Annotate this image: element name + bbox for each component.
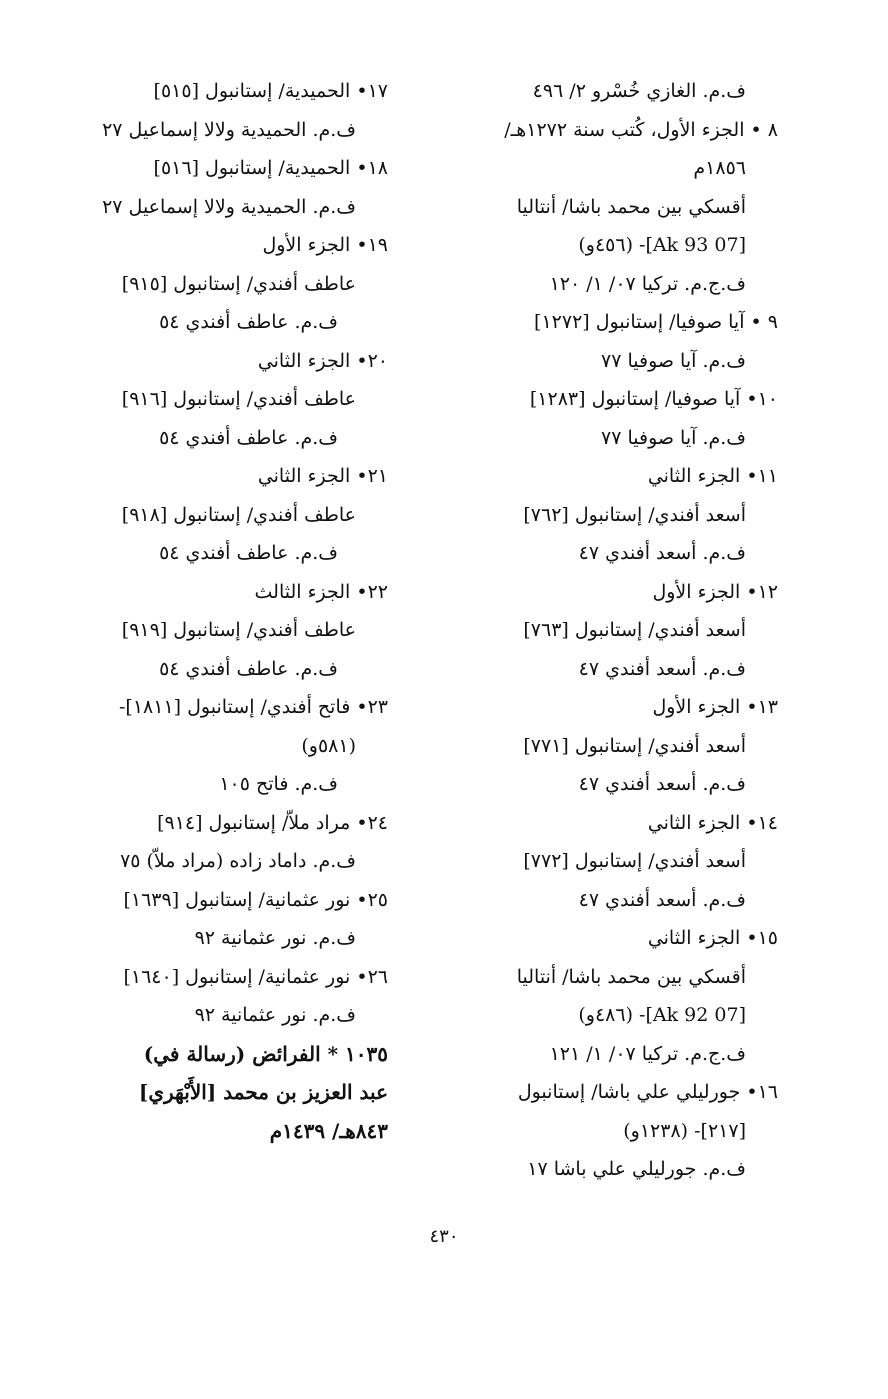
entry-line: أقسكي بين محمد باشا/ أنتاليا xyxy=(516,195,746,218)
entry-line: ١٢• الجزء الأول xyxy=(652,580,778,603)
entry-line: ف.م. أسعد أفندي ٤٧ xyxy=(578,888,746,911)
entry-line: ١١• الجزء الثاني xyxy=(647,465,778,487)
left-column xyxy=(53,72,388,1150)
entry-line: عاطف أفندي/ إستانبول [٩١٩] xyxy=(121,619,356,641)
entry-line: ف.م. أسعد أفندي ٤٧ xyxy=(578,657,746,680)
page-number: ٤٣٠ xyxy=(429,1226,459,1247)
entry-line: [07 Ak 93]- (٤٥٦و) xyxy=(578,234,746,256)
entry-line: ف.م. عاطف أفندي ٥٤ xyxy=(159,657,338,680)
entry-line: [07 Ak 92]- (٤٨٦و) xyxy=(578,1004,746,1026)
entry-line: ٢٥• نور عثمانية/ إستانبول [١٦٣٩] xyxy=(123,888,388,911)
entry-line: ١٨• الحميدية/ إستانبول [٥١٦] xyxy=(153,157,388,179)
entry-line: أسعد أفندي/ إستانبول [٧٧١] xyxy=(523,734,746,757)
entry-line: عاطف أفندي/ إستانبول [٩١٥] xyxy=(121,272,356,295)
entry-line: ١٠• آيا صوفيا/ إستانبول [١٢٨٣] xyxy=(529,388,778,410)
entry-line: ١٥• الجزء الثاني xyxy=(647,927,778,949)
entry-line: ف.م. جورليلي علي باشا ١٧ xyxy=(527,1158,746,1180)
entry-line: ١٩• الجزء الأول xyxy=(262,234,388,256)
entry-line: ٢١• الجزء الثاني xyxy=(257,465,388,487)
entry-line: ٢٢• الجزء الثالث xyxy=(254,580,388,603)
entry-line: ف.م. نور عثمانية ٩٢ xyxy=(194,1004,356,1026)
entry-line: أسعد أفندي/ إستانبول [٧٧٢] xyxy=(523,850,746,872)
entry-line: (٥٨١و) xyxy=(301,734,356,757)
entry-line: [٢١٧]- (١٢٣٨و) xyxy=(623,1119,746,1142)
entry-line: ف.م. الحميدية ولالا إسماعيل ٢٧ xyxy=(102,118,356,141)
entry-line: عاطف أفندي/ إستانبول [٩١٨] xyxy=(121,503,356,526)
entry-line: أقسكي بين محمد باشا/ أنتاليا xyxy=(516,965,746,988)
entry-line: ٢٤• مراد ملاّ/ إستانبول [٩١٤] xyxy=(157,811,388,834)
entry-line: ٩ • آيا صوفيا/ إستانبول [١٢٧٢] xyxy=(534,311,778,333)
entry-line: ٢٠• الجزء الثاني xyxy=(257,349,388,372)
entry-line: أسعد أفندي/ إستانبول [٧٦٢] xyxy=(523,503,746,526)
entry-line: ٢٣• فاتح أفندي/ إستانبول [١٨١١]- xyxy=(119,696,388,718)
entry-line: ٢٦• نور عثمانية/ إستانبول [١٦٤٠] xyxy=(123,965,388,988)
entry-line: ١٦• جورليلي علي باشا/ إستانبول xyxy=(517,1081,778,1103)
entry-line: ٨ • الجزء الأول، كُتب سنة ١٢٧٢هـ/ xyxy=(504,118,778,141)
entry-line: ١٤• الجزء الثاني xyxy=(647,811,778,834)
entry-line: ١٣• الجزء الأول xyxy=(652,696,778,718)
entry-line: ف.م. نور عثمانية ٩٢ xyxy=(194,927,356,949)
entry-heading-line: ١٠٣٥ * الفرائض (رسالة في) xyxy=(143,1041,388,1066)
entry-heading-line: عبد العزيز بن محمد [الأَبْهَري] xyxy=(138,1080,388,1104)
entry-line: ف.م. داماد زاده (مراد ملاّ) ٧٥ xyxy=(120,850,356,872)
entry-line: ف.م. أسعد أفندي ٤٧ xyxy=(578,542,746,564)
entry-heading-line: ٨٤٣هـ/ ١٤٣٩م xyxy=(269,1118,388,1143)
entry-line: عاطف أفندي/ إستانبول [٩١٦] xyxy=(121,388,356,410)
entry-line: ١٨٥٦م xyxy=(693,157,746,179)
entry-line: ف.م. عاطف أفندي ٥٤ xyxy=(159,311,338,333)
entry-line: ف.م. الغازي خُسْرو ٢/ ٤٩٦ xyxy=(532,80,746,102)
entry-line: ف.م. أسعد أفندي ٤٧ xyxy=(578,773,746,795)
entry-line: ف.ج.م. تركيا ٠٧/ ١/ ١٢١ xyxy=(549,1042,746,1065)
entry-line: ف.م. آيا صوفيا ٧٧ xyxy=(601,426,746,449)
entry-line: ١٧• الحميدية/ إستانبول [٥١٥] xyxy=(153,80,388,102)
entry-line: ف.ج.م. تركيا ٠٧/ ١/ ١٢٠ xyxy=(549,272,746,295)
entry-line: ف.م. الحميدية ولالا إسماعيل ٢٧ xyxy=(102,195,356,218)
entry-line: ف.م. عاطف أفندي ٥٤ xyxy=(159,426,338,449)
entry-line: ف.م. آيا صوفيا ٧٧ xyxy=(601,349,746,372)
entry-line: ف.م. فاتح ١٠٥ xyxy=(219,773,338,795)
entry-line: أسعد أفندي/ إستانبول [٧٦٣] xyxy=(523,619,746,641)
right-column xyxy=(418,72,778,1189)
entry-line: ف.م. عاطف أفندي ٥٤ xyxy=(159,542,338,564)
